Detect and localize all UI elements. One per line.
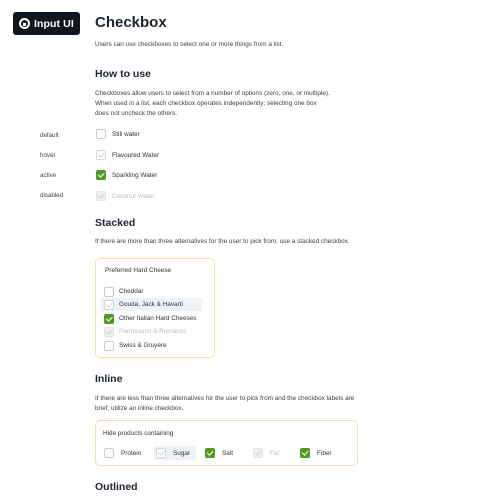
stacked-option-gouda[interactable]	[101, 298, 202, 311]
checkbox-label: Sugar	[173, 449, 191, 457]
checkbox-label: Coconut Water	[112, 192, 155, 200]
state-label-active: active	[40, 172, 57, 179]
checkbox-label: Fat	[270, 449, 280, 457]
inline-checkbox-group	[95, 420, 358, 466]
checkmark-icon	[106, 314, 113, 321]
brand-name: Input UI	[34, 17, 74, 30]
checkbox-label: Fiber	[317, 449, 332, 457]
checkmark-icon	[98, 151, 105, 158]
inline-desc-line1: If there are less than three alternatives for the user to pick from and the checkbox labels are	[95, 395, 355, 402]
stacked-option-italian[interactable]	[101, 312, 202, 325]
how-to-use-heading: How to use	[95, 68, 152, 80]
inline-option-protein[interactable]	[104, 446, 141, 460]
checkbox-box[interactable]	[104, 287, 114, 297]
checkbox-label: Flavoured Water	[112, 151, 159, 159]
checkbox-box	[104, 327, 114, 337]
input-ui-logo-icon	[19, 18, 30, 29]
checkbox-still-water[interactable]	[96, 129, 140, 139]
checkbox-box	[96, 191, 106, 201]
checkbox-box[interactable]	[104, 448, 114, 458]
checkbox-sparkling-water[interactable]	[96, 170, 157, 180]
checkbox-label: Protein	[121, 449, 142, 457]
checkbox-box[interactable]	[96, 129, 106, 139]
checkbox-box[interactable]	[104, 300, 114, 310]
page-title: Checkbox	[95, 14, 167, 31]
checkmark-icon	[106, 327, 113, 334]
state-label-hover: hover	[40, 152, 56, 159]
brand-logo[interactable]	[13, 12, 80, 35]
checkbox-label: Sparkling Water	[112, 171, 158, 179]
inline-option-sugar[interactable]	[154, 446, 196, 460]
stacked-desc: If there are more than three alternatives for the user to pick from, use a stacked checkbox.	[95, 238, 350, 245]
checkmark-icon	[158, 449, 165, 456]
checkbox-box[interactable]	[205, 448, 215, 458]
inline-heading: Inline	[95, 373, 123, 385]
checkbox-label: Other Italian Hard Cheeses	[119, 315, 197, 322]
checkbox-label: Parmesans & Romanos	[119, 328, 187, 335]
checkbox-label: Still water	[112, 130, 140, 138]
checkmark-icon	[106, 300, 113, 307]
inline-group-title: Hide products containing	[103, 430, 174, 437]
checkmark-icon	[98, 192, 105, 199]
checkmark-icon	[255, 449, 262, 456]
inline-option-fat	[253, 446, 279, 460]
inline-option-salt[interactable]	[205, 446, 233, 460]
stacked-group-title: Preferred Hard Cheese	[105, 267, 172, 274]
stacked-option-parmesans	[101, 325, 202, 338]
checkbox-box[interactable]	[96, 170, 106, 180]
stacked-option-cheddar[interactable]	[101, 285, 202, 298]
state-label-default: default	[40, 132, 59, 139]
page-intro: Users can use checkboxes to select one or more things from a list.	[95, 41, 284, 48]
checkbox-label: Swiss & Gruyere	[119, 342, 167, 349]
checkbox-box[interactable]	[300, 448, 310, 458]
checkmark-icon	[98, 171, 105, 178]
checkbox-box[interactable]	[104, 341, 114, 351]
inline-option-fiber[interactable]	[300, 446, 332, 460]
inline-desc-line2: brief, utilize an inline checkbox.	[95, 405, 184, 412]
checkmark-icon	[302, 449, 309, 456]
checkbox-box	[253, 448, 263, 458]
state-label-disabled: disabled	[40, 192, 64, 199]
stacked-heading: Stacked	[95, 217, 136, 229]
checkbox-label: Cheddar	[119, 288, 144, 295]
checkbox-label: Gouda, Jack & Havarti	[119, 301, 183, 308]
stacked-checkbox-group	[95, 258, 215, 358]
checkbox-label: Salt	[222, 449, 234, 457]
how-to-use-desc-line3: does not uncheck the others.	[95, 110, 178, 117]
checkbox-coconut-water	[96, 191, 154, 201]
outlined-heading: Outlined	[95, 481, 138, 493]
checkbox-box[interactable]	[104, 314, 114, 324]
checkbox-flavoured-water[interactable]	[96, 150, 159, 160]
how-to-use-desc-line1: Checkboxes allow users to select from a number of options (zero, one, or multiple).	[95, 90, 330, 97]
checkbox-box[interactable]	[96, 150, 106, 160]
checkmark-icon	[207, 449, 214, 456]
how-to-use-desc-line2: When used in a list, each checkbox operates independently; selecting one box	[95, 100, 317, 107]
stacked-option-swiss[interactable]	[101, 339, 202, 352]
checkbox-box[interactable]	[156, 448, 166, 458]
